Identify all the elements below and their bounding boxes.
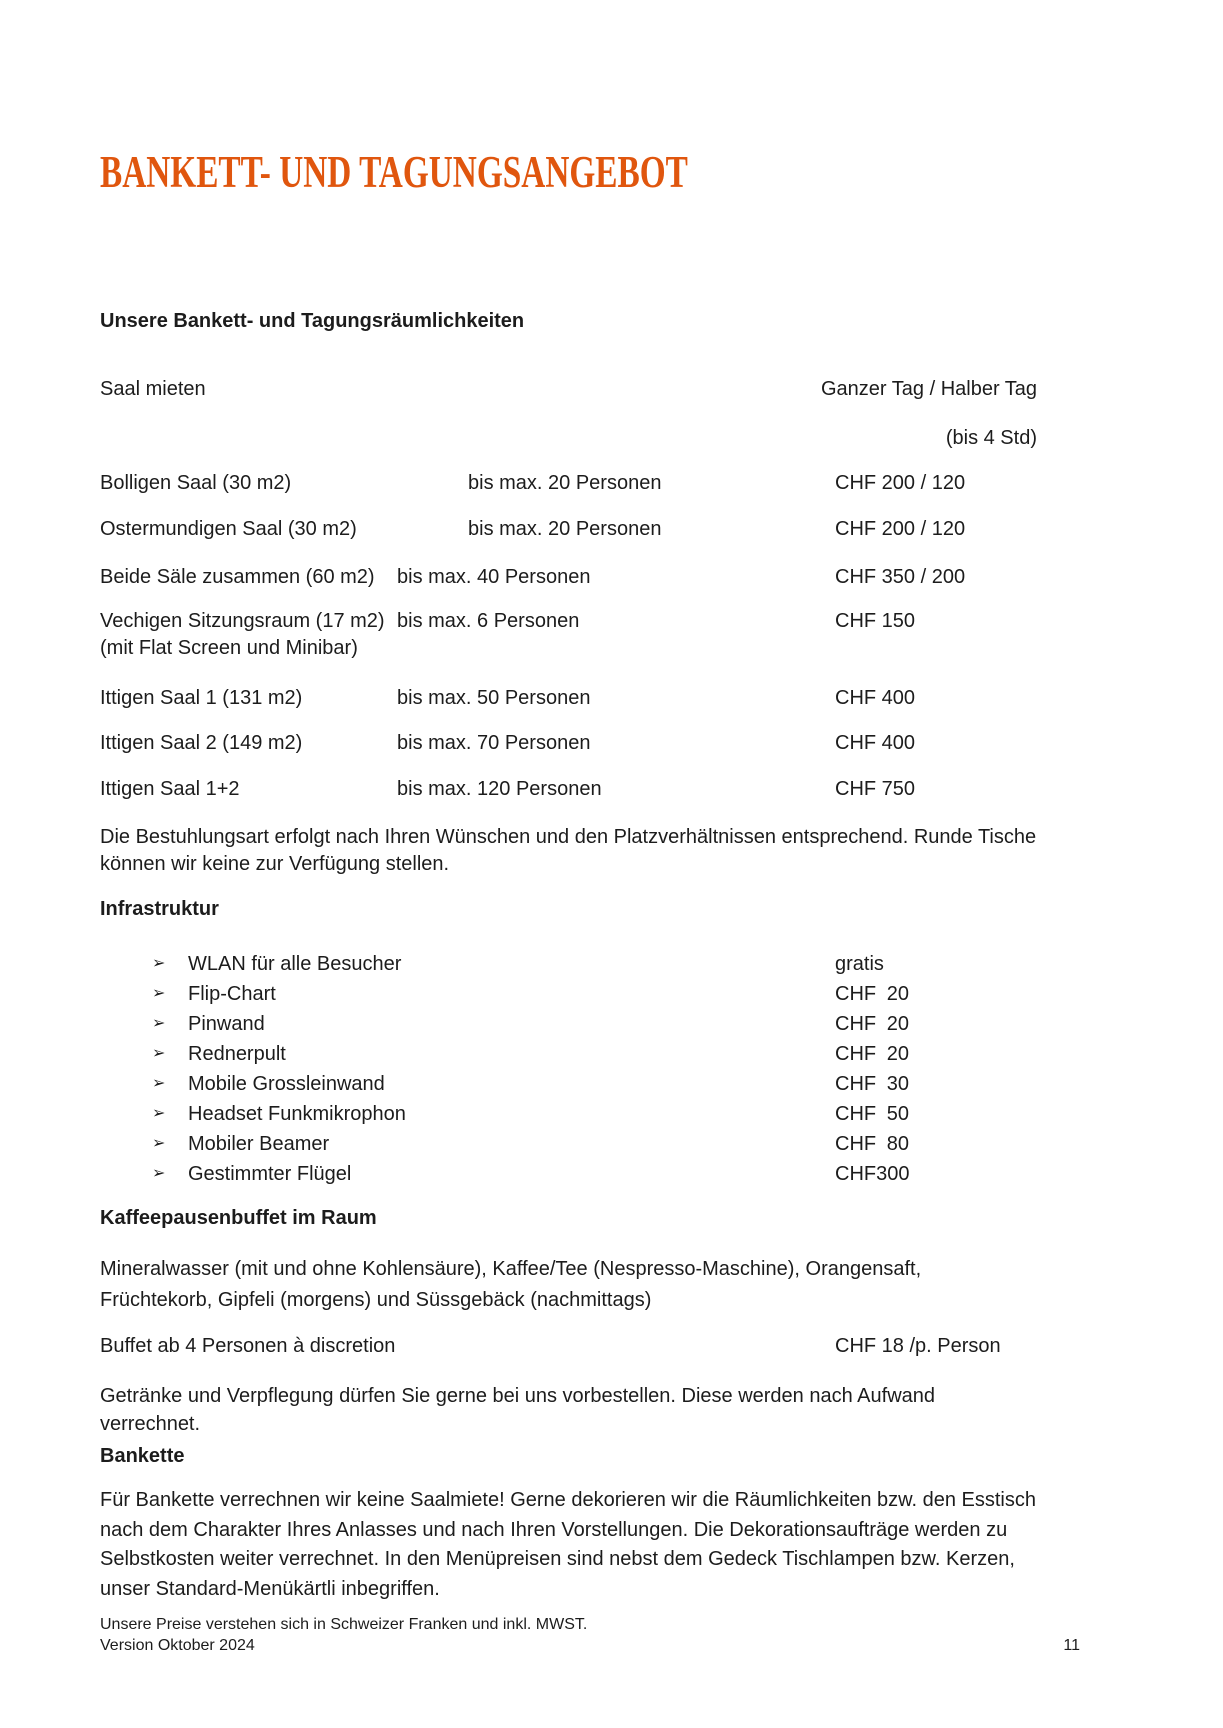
bankette-line2: nach dem Charakter Ihres Anlasses und nach Ihren Vorstellungen. Die Dekorationsaufträge werden zu: [100, 1518, 1008, 1541]
infra-amount: 20: [886, 1043, 909, 1065]
room-name: Ittigen Saal 1+2: [100, 778, 240, 800]
rooms-col-right-label: Ganzer Tag / Halber Tag: [821, 378, 1038, 400]
room-row: [100, 730, 1080, 757]
bankette-text: [100, 1486, 1080, 1604]
list-item: [100, 1069, 1080, 1099]
room-price: CHF 200 / 120: [835, 472, 966, 494]
seating-note: [100, 824, 1080, 878]
arrow-bullet-icon: ➢: [152, 1105, 166, 1122]
infra-label: WLAN für alle Besucher: [188, 953, 402, 975]
infra-amount: 300: [876, 1163, 910, 1185]
room-name-line2: (mit Flat Screen und Minibar): [100, 637, 358, 659]
room-name-line1: Vechigen Sitzungsraum (17 m2): [100, 610, 385, 632]
rooms-col-left-label: Saal mieten: [100, 378, 206, 400]
bankette-heading: Bankette: [100, 1445, 185, 1467]
room-row: [100, 564, 1080, 591]
room-name: [100, 608, 397, 662]
room-capacity: bis max. 50 Personen: [397, 687, 591, 709]
infra-price: [835, 1069, 909, 1099]
room-row: [100, 608, 1080, 662]
room-capacity: bis max. 70 Personen: [397, 732, 591, 754]
arrow-bullet-icon: ➢: [152, 955, 166, 972]
seating-note-line2: können wir keine zur Verfügung stellen.: [100, 853, 450, 875]
room-name: Beide Säle zusammen (60 m2): [100, 566, 375, 588]
bankette-line1: Für Bankette verrechnen wir keine Saalmiete! Gerne dekorieren wir die Räumlichkeiten bzw. den Esstisch: [100, 1489, 1036, 1511]
coffee-heading: Kaffeepausenbuffet im Raum: [100, 1207, 377, 1229]
infra-label: Mobile Grossleinwand: [188, 1073, 385, 1095]
room-price: CHF 400: [835, 732, 916, 754]
infrastructure-list: [100, 949, 1080, 1189]
arrow-bullet-icon: ➢: [152, 985, 166, 1002]
arrow-bullet-icon: ➢: [152, 1045, 166, 1062]
infra-price: [835, 949, 909, 979]
room-capacity: bis max. 120 Personen: [397, 778, 602, 800]
room-capacity: bis max. 20 Personen: [468, 518, 662, 540]
infra-price-text: gratis: [835, 953, 884, 975]
list-item: [100, 1039, 1080, 1069]
rooms-heading: Unsere Bankett- und Tagungsräumlichkeiten: [100, 310, 525, 332]
room-capacity: bis max. 20 Personen: [468, 472, 662, 494]
list-item: [100, 1129, 1080, 1159]
buffet-label: Buffet ab 4 Personen à discretion: [100, 1335, 396, 1357]
footer-price-note: Unsere Preise verstehen sich in Schweizer Franken und inkl. MWST.: [100, 1616, 588, 1633]
coffee-desc-line1: Mineralwasser (mit und ohne Kohlensäure), Kaffee/Tee (Nespresso-Maschine), Orangensaft,: [100, 1258, 922, 1280]
bankette-line3: Selbstkosten weiter verrechnet. In den Menüpreisen sind nebst dem Gedeck Tischlampen bzw. Kerzen,: [100, 1548, 1015, 1570]
list-item: [100, 1159, 1080, 1189]
infra-price: [835, 1159, 909, 1189]
list-item: [100, 1009, 1080, 1039]
infra-currency: CHF: [835, 983, 877, 1005]
rooms-col-right-sublabel: (bis 4 Std): [945, 427, 1037, 449]
infra-label: Pinwand: [188, 1013, 265, 1035]
infra-label: Gestimmter Flügel: [188, 1163, 352, 1185]
infra-amount: 20: [886, 1013, 909, 1035]
room-name: Ittigen Saal 2 (149 m2): [100, 732, 303, 754]
buffet-price: CHF 18 /p. Person: [835, 1335, 1001, 1357]
room-name: Bolligen Saal (30 m2): [100, 472, 292, 494]
infra-amount: 50: [886, 1103, 909, 1125]
room-price: CHF 200 / 120: [835, 518, 966, 540]
infra-label: Rednerpult: [188, 1043, 286, 1065]
room-capacity: bis max. 40 Personen: [397, 566, 591, 588]
seating-note-line1: Die Bestuhlungsart erfolgt nach Ihren Wünschen und den Platzverhältnissen entsprechend. Runde Tische: [100, 826, 1037, 848]
infra-price: [835, 1129, 909, 1159]
page-title: BANKETT- UND TAGUNGSANGEBOT: [100, 147, 688, 197]
room-price: CHF 350 / 200: [835, 566, 966, 588]
room-row: [100, 470, 1080, 497]
infra-price: [835, 1039, 909, 1069]
page-footer: [100, 1614, 1080, 1656]
infra-currency: CHF: [835, 1133, 877, 1155]
arrow-bullet-icon: ➢: [152, 1015, 166, 1032]
infra-price: [835, 1009, 909, 1039]
page-number: 11: [1063, 1637, 1080, 1654]
infra-price: [835, 1099, 909, 1129]
room-row: [100, 516, 1080, 543]
list-item: [100, 949, 1080, 979]
preorder-line1: Getränke und Verpflegung dürfen Sie gerne bei uns vorbestellen. Diese werden nach Aufwand: [100, 1385, 935, 1407]
list-item: [100, 1099, 1080, 1129]
list-item: [100, 979, 1080, 1009]
room-price: CHF 400: [835, 687, 916, 709]
rooms-column-header-row: [100, 376, 1080, 403]
infra-currency: CHF: [835, 1163, 877, 1185]
preorder-note: [100, 1382, 1080, 1438]
room-capacity: bis max. 6 Personen: [397, 610, 580, 632]
infra-currency: CHF: [835, 1103, 877, 1125]
infra-label: Flip-Chart: [188, 983, 276, 1005]
room-row: [100, 685, 1080, 712]
preorder-line2: verrechnet.: [100, 1413, 201, 1435]
room-name: Ittigen Saal 1 (131 m2): [100, 687, 303, 709]
coffee-description: [100, 1254, 1080, 1316]
infra-price: [835, 979, 909, 1009]
infra-currency: CHF: [835, 1013, 877, 1035]
room-name: Ostermundigen Saal (30 m2): [100, 518, 357, 540]
infra-label: Headset Funkmikrophon: [188, 1103, 406, 1125]
infra-amount: 20: [886, 983, 909, 1005]
room-row: [100, 776, 1080, 803]
bankette-line4: unser Standard-Menükärtli inbegriffen.: [100, 1577, 440, 1600]
infra-currency: CHF: [835, 1043, 877, 1065]
footer-version: Version Oktober 2024: [100, 1637, 255, 1654]
infra-label: Mobiler Beamer: [188, 1133, 330, 1155]
arrow-bullet-icon: ➢: [152, 1075, 166, 1092]
infrastructure-heading: Infrastruktur: [100, 898, 219, 920]
coffee-desc-line2: Früchtekorb, Gipfeli (morgens) und Süssgebäck (nachmittags): [100, 1289, 652, 1311]
buffet-row: [100, 1333, 1080, 1360]
room-price: CHF 150: [835, 610, 916, 632]
infra-amount: 80: [886, 1133, 909, 1155]
room-price: CHF 750: [835, 778, 916, 800]
arrow-bullet-icon: ➢: [152, 1135, 166, 1152]
infra-amount: 30: [886, 1073, 909, 1095]
infra-currency: CHF: [835, 1073, 877, 1095]
arrow-bullet-icon: ➢: [152, 1165, 166, 1182]
